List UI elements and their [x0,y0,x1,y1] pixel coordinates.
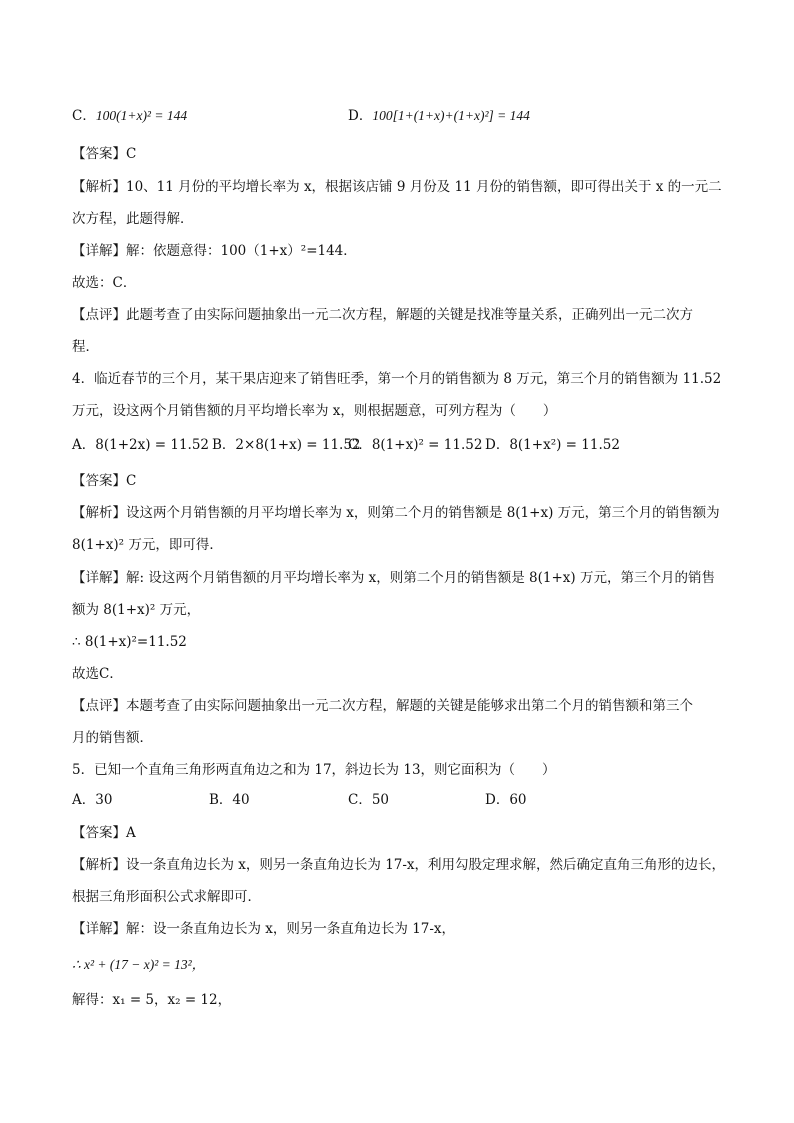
q5-analysis-line-2: 根据三角形面积公式求解即可． [72,889,261,905]
q4-detail-line-1: 【详解】解: 设这两个月销售额的月平均增长率为 x，则第二个月的销售额是 8(1+x) 万元，第三个月的销售 [72,570,715,586]
q3-choose: 故选：C． [72,275,137,291]
q3-analysis-line-1: 【解析】10、11 月份的平均增长率为 x，根据该店铺 9 月份及 11 月份的销售额，即可得出关于 x 的一元二 [72,179,722,195]
q4-therefore: ∴ 8(1+x)²=11.52 [72,634,187,650]
q3-option-c-label: C． [72,108,96,124]
q3-comment-line-2: 程． [72,339,99,355]
q3-analysis-line-2: 次方程，此题得解． [72,211,194,227]
q5-equation: ∴ x² + (17 − x)² = 13²， [72,957,206,972]
q3-option-d-label: D． [348,108,373,124]
q4-option-a: A．8(1+2x) = 11.52 [72,437,210,453]
q4-comment-line-1: 【点评】本题考查了由实际问题抽象出一元二次方程，解题的关键是能够求出第二个月的销售额和第三个 [72,698,693,714]
q4-choose: 故选C． [72,666,123,682]
q3-answer: 【答案】C [72,146,137,162]
q5-solve: 解得：x₁ = 5，x₂ = 12， [72,992,232,1008]
q3-comment-line-1: 【点评】此题考查了由实际问题抽象出一元二次方程，解题的关键是找准等量关系，正确列出一元二次方 [72,307,693,323]
q4-option-c: C．8(1+x)² = 11.52 [348,437,483,453]
q4-analysis-line-2: 8(1+x)² 万元，即可得． [72,537,223,553]
q3-option-d [348,106,530,126]
q5-option-d: D．60 [485,792,527,808]
q4-comment-line-2: 月的销售额． [72,730,153,746]
q4-option-d: D．8(1+x²) = 11.52 [485,437,620,453]
q5-option-c: C．50 [348,792,390,808]
q3-option-c-expr: 100(1+x)² = 144 [95,108,188,123]
q3-detail: 【详解】解：依题意得：100（1+x）²=144． [72,243,357,259]
q5-detail: 【详解】解：设一条直角边长为 x，则另一条直角边长为 17-x， [72,921,456,937]
q4-answer: 【答案】C [72,473,137,489]
q4-analysis-line-1: 【解析】设这两个月销售额的月平均增长率为 x，则第二个月的销售额是 8(1+x) 万元，第三个月的销售额为 [72,505,720,521]
q5-answer: 【答案】A [72,825,136,841]
q3-option-c [72,106,187,126]
q4-option-b: B．2×8(1+x) = 11.52 [212,437,361,453]
q4-detail-line-2: 额为 8(1+x)² 万元， [72,602,201,618]
q5-option-b: B．40 [209,792,250,808]
q5-stem: 5．已知一个直角三角形两直角边之和为 17，斜边长为 13，则它面积为（ ） [72,762,556,778]
q4-stem-line-2: 万元，设这两个月销售额的月平均增长率为 x，则根据题意，可列方程为（ ） [72,403,557,419]
q3-option-d-expr: 100[1+(1+x)+(1+x)²] = 144 [372,108,530,123]
q4-stem-line-1: 4．临近春节的三个月，某干果店迎来了销售旺季，第一个月的销售额为 8 万元，第三个月的销售额为 11.52 [72,371,722,387]
q5-option-a: A．30 [72,792,113,808]
q5-analysis-line-1: 【解析】设一条直角边长为 x，则另一条直角边长为 17-x，利用勾股定理求解，然后确定直角三角形的边长， [72,857,726,873]
